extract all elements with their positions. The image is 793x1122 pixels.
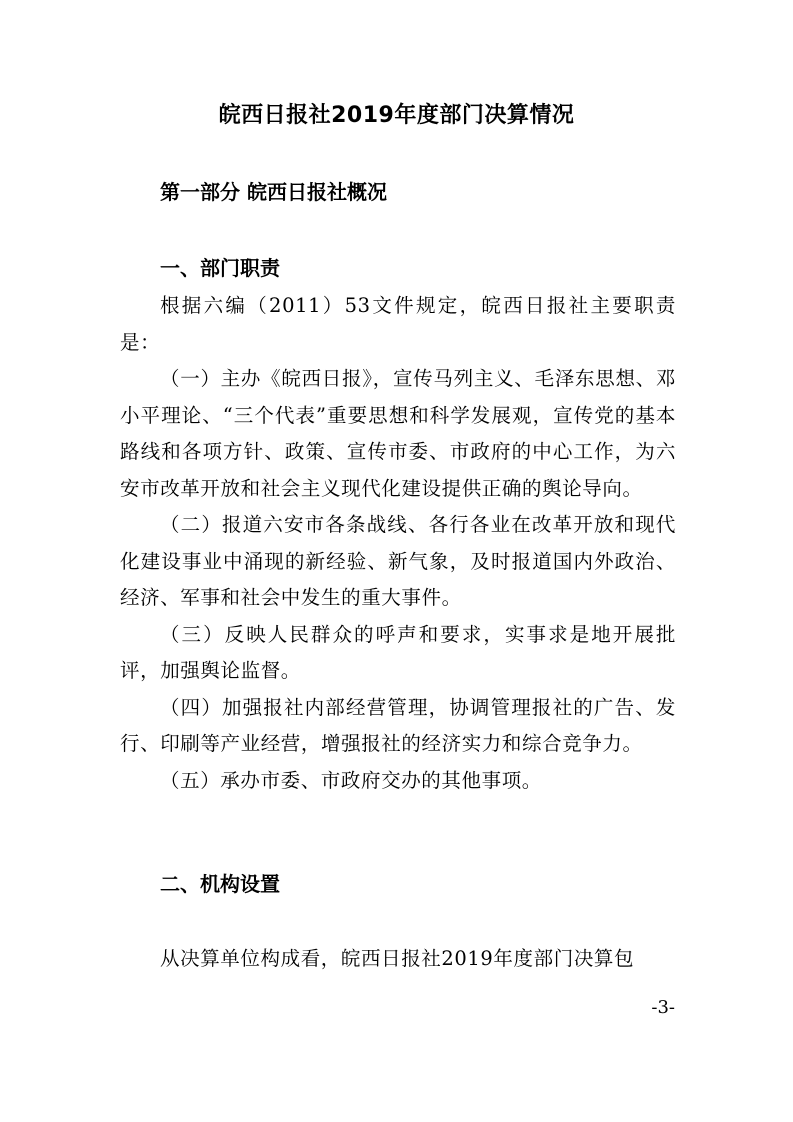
- document-title: 皖西日报社2019年度部门决算情况: [218, 103, 575, 128]
- section-heading-structure: 二、机构设置: [160, 872, 280, 896]
- paragraph: （五）承办市委、市政府交办的其他事项。: [160, 768, 542, 792]
- paragraph: （三）反映人民群众的呼声和要求，实事求是地开展批评，加强舆论监督。: [120, 622, 676, 682]
- paragraph: （一）主办《皖西日报》，宣传马列主义、毛泽东思想、邓小平理论、“三个代表”重要思想和科学发展观，宣传党的基本路线和各项方针、政策、宣传市委、市政府的中心工作，为六安市改革开放和社会主义现代化建设提供正确的舆论导向。: [120, 367, 676, 500]
- paragraph: （二）报道六安市各条战线、各行各业在改革开放和现代化建设事业中涌现的新经验、新气象，及时报道国内外政治、经济、军事和社会中发生的重大事件。: [120, 513, 676, 609]
- part-heading: 第一部分 皖西日报社概况: [160, 180, 387, 204]
- paragraph: 从决算单位构成看，皖西日报社2019年度部门决算包: [160, 947, 635, 970]
- paragraph: 根据六编（2011）53文件规定，皖西日报社主要职责是：: [120, 294, 676, 354]
- section-body-duties: [120, 288, 676, 799]
- section-body-structure: [120, 941, 676, 978]
- section-heading-duties: 一、部门职责: [160, 256, 280, 280]
- paragraph: （四）加强报社内部经营管理，协调管理报社的广告、发行、印刷等产业经营，增强报社的经济实力和综合竞争力。: [120, 695, 676, 755]
- page-number: -3-: [651, 997, 675, 1018]
